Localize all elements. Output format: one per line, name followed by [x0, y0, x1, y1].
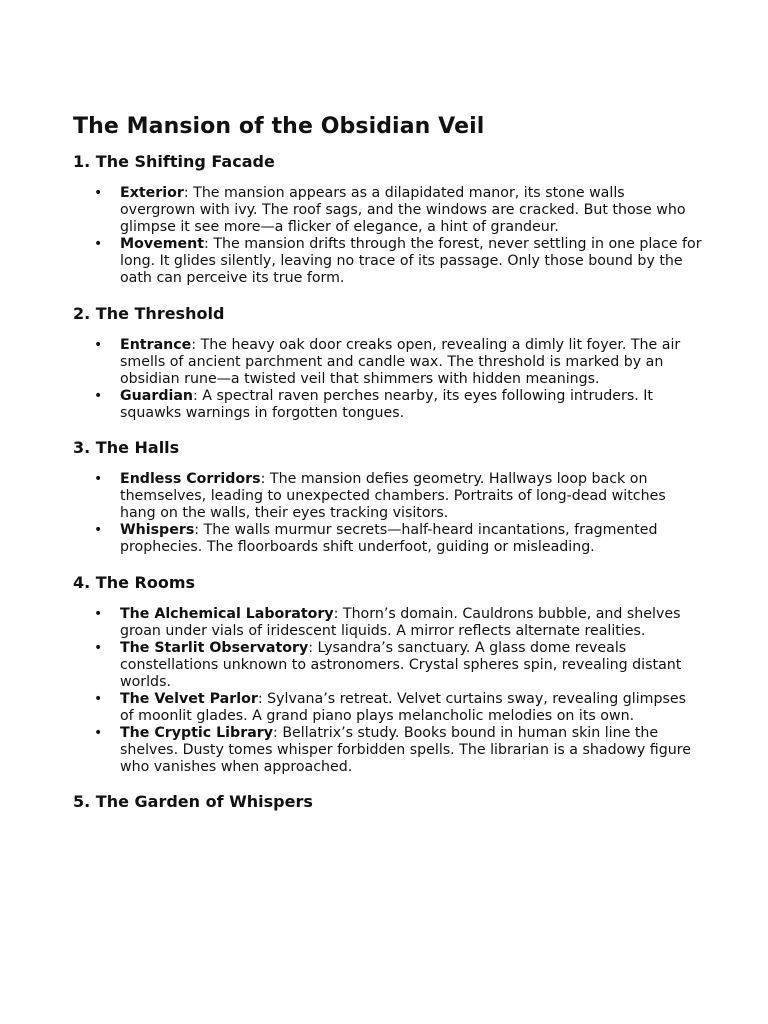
item-separator: :: [257, 690, 263, 707]
item-separator: :: [273, 725, 278, 742]
item-separator: :: [193, 387, 198, 404]
item-term: The Starlit Observatory: [120, 639, 309, 656]
bullet-icon: •: [94, 185, 103, 201]
bullet-icon: •: [94, 471, 103, 488]
bullet-icon: •: [94, 236, 103, 253]
bullet-icon: •: [94, 522, 103, 539]
list-item: [73, 337, 703, 388]
item-description: Bellatrix’s study. Books bound in human skin line the shelves. Dusty tomes whisper forbidden spells. The librarian is a shadowy figure who vanishes when approached.: [120, 725, 691, 776]
document-sections: [73, 151, 703, 813]
list-item: [73, 691, 703, 725]
list-item: [73, 388, 703, 422]
bullet-list: [73, 471, 703, 556]
list-item: [73, 640, 703, 691]
bullet-icon: •: [94, 725, 103, 742]
section-heading: 5. The Garden of Whispers: [73, 792, 313, 812]
item-term: Exterior: [120, 185, 184, 201]
bullet-list: [73, 337, 703, 422]
item-separator: :: [333, 605, 339, 622]
item-term: Endless Corridors: [120, 471, 261, 488]
item-term: The Velvet Parlor: [120, 690, 258, 707]
bullet-list: [73, 606, 703, 777]
list-item: [73, 606, 703, 640]
item-separator: :: [308, 639, 314, 656]
item-term: Entrance: [120, 336, 192, 353]
list-item: [73, 236, 703, 287]
bullet-icon: •: [94, 690, 103, 707]
item-description: Lysandra’s sanctuary. A glass dome reveals constellations unknown to astronomers. Crystal spheres spin, revealing distant worlds.: [120, 639, 682, 690]
section-heading: 2. The Threshold: [73, 303, 225, 323]
section-heading: 4. The Rooms: [73, 572, 196, 592]
item-separator: :: [194, 522, 200, 539]
bullet-icon: •: [94, 387, 103, 404]
list-item: [73, 725, 703, 776]
item-separator: :: [260, 471, 266, 488]
document-title: The Mansion of the Obsidian Veil: [73, 114, 485, 139]
item-description: The mansion appears as a dilapidated manor, its stone walls overgrown with ivy. The roof sags, and the windows are cracked. But those who glimpse it see more—a flicker of elegance, a hint of grandeur.: [120, 185, 686, 236]
bullet-icon: •: [94, 605, 103, 622]
bullet-list: [73, 185, 703, 288]
list-item: [73, 471, 703, 522]
item-term: Whispers: [120, 522, 195, 539]
item-separator: :: [183, 185, 189, 201]
bullet-icon: •: [94, 336, 103, 353]
item-term: Movement: [120, 236, 205, 253]
item-description: The mansion defies geometry. Hallways loop back on themselves, leading to unexpected chambers. Portraits of long-dead witches hang on the walls, their eyes tracking visitors.: [120, 471, 666, 522]
item-description: Sylvana’s retreat. Velvet curtains sway, revealing glimpses of moonlit glades. A grand piano plays melancholic melodies on its own.: [120, 690, 686, 725]
item-term: The Alchemical Laboratory: [120, 605, 334, 622]
item-description: A spectral raven perches nearby, its eyes following intruders. It squawks warnings in forgotten tongues.: [120, 387, 653, 421]
item-description: The walls murmur secrets—half-heard incantations, fragmented prophecies. The floorboards shift underfoot, guiding or misleading.: [120, 522, 658, 556]
item-description: The mansion drifts through the forest, never settling in one place for long. It glides silently, leaving no trace of its passage. Only those bound by the oath can perceive its true form.: [120, 236, 702, 287]
item-description: The heavy oak door creaks open, revealing a dimly lit foyer. The air smells of ancient parchment and candle wax. The threshold is marked by an obsidian rune—a twisted veil that shimmers with hidden meanings.: [120, 336, 681, 387]
list-item: [73, 522, 703, 556]
item-separator: :: [204, 236, 209, 253]
bullet-icon: •: [94, 639, 103, 656]
item-separator: :: [191, 336, 197, 353]
document-page: [73, 113, 703, 813]
list-item: [73, 185, 703, 236]
item-description: Thorn’s domain. Cauldrons bubble, and shelves groan under vials of iridescent liquids. A mirror reflects alternate realities.: [120, 605, 681, 639]
item-term: The Cryptic Library: [120, 725, 274, 742]
item-term: Guardian: [120, 387, 194, 404]
section-heading: 1. The Shifting Facade: [73, 152, 275, 171]
section-heading: 3. The Halls: [73, 438, 180, 458]
